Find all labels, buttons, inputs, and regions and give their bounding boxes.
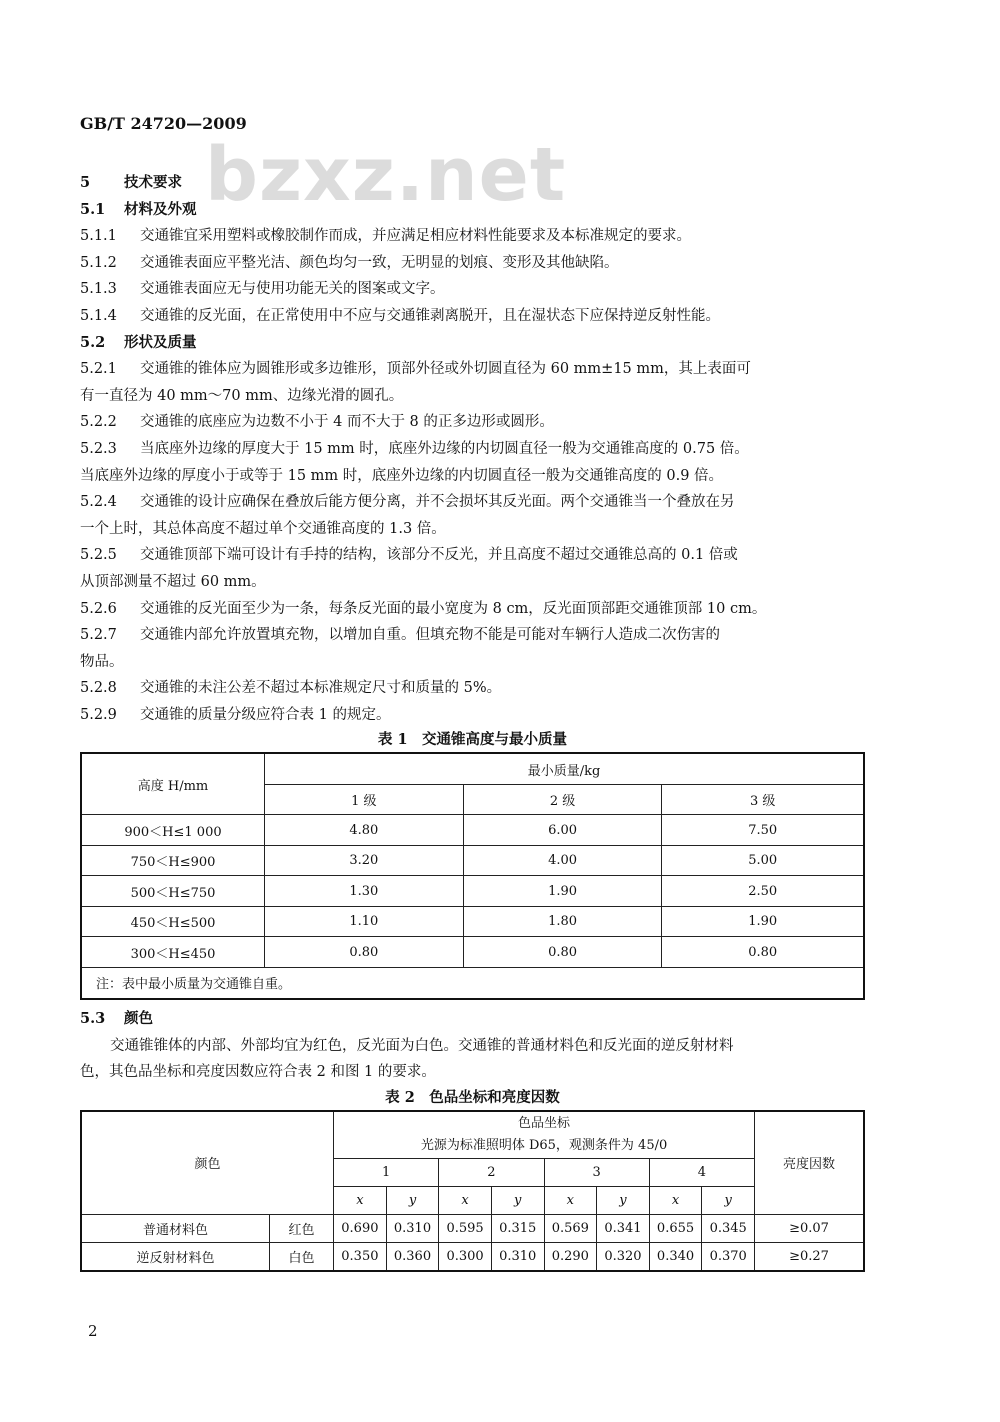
- header-grade-2: 2 级: [463, 784, 662, 815]
- table-row: [81, 906, 864, 937]
- coord-cell: 0.320: [597, 1242, 650, 1271]
- table-1-note: 注：表中最小质量为交通锥自重。: [81, 967, 864, 999]
- header-point-4: 4: [649, 1158, 754, 1186]
- header-point-3: 3: [544, 1158, 649, 1186]
- clause-number: 5.2.6: [80, 600, 117, 617]
- clause-5-2-5-cont: 从顶部测量不超过 60 mm。: [80, 573, 266, 590]
- table-1: [80, 752, 865, 1000]
- clause-5-2-7: [80, 622, 865, 649]
- color-cell: 白色: [270, 1242, 334, 1271]
- clause-5-3-text: 交通锥锥体的内部、外部均宜为红色，反光面为白色。交通锥的普通材料色和反光面的逆反射材料: [110, 1037, 734, 1054]
- clause-number: 5.1.1: [80, 228, 117, 245]
- clause-5-2-4-cont: 一个上时，其总体高度不超过单个交通锥高度的 1.3 倍。: [80, 520, 446, 537]
- clause-text: 交通锥宜采用塑料或橡胶制作而成，并应满足相应材料性能要求及本标准规定的要求。: [140, 228, 691, 245]
- mass-cell: 1.80: [463, 906, 662, 937]
- clause-5-2-8: [80, 675, 865, 702]
- section-title: 材料及外观: [124, 200, 197, 218]
- clause-text: 交通锥的反光面，在正常使用中不应与交通锥剥离脱开，且在湿状态下应保持逆反射性能。: [140, 307, 720, 324]
- coord-cell: 0.290: [544, 1242, 597, 1271]
- table-row: [81, 876, 864, 907]
- section-number: 5.1: [80, 200, 106, 218]
- height-cell: 300＜H≤450: [81, 937, 265, 968]
- clause-5-2-1: [80, 356, 865, 383]
- coord-cell: 0.569: [544, 1214, 597, 1242]
- clause-5-1-2: [80, 250, 865, 277]
- page-content: [80, 170, 865, 1272]
- clause-number: 5.2.5: [80, 547, 117, 564]
- coord-cell: 0.310: [386, 1214, 439, 1242]
- section-number: 5.2: [80, 333, 106, 351]
- header-x: x: [439, 1186, 492, 1214]
- clause-5-2-4: [80, 489, 865, 516]
- table-2-caption: 表 2 色品坐标和亮度因数: [385, 1088, 560, 1106]
- clause-text: 交通锥的底座应为边数不小于 4 而不大于 8 的正多边形或圆形。: [140, 414, 554, 431]
- clause-5-1-1: [80, 223, 865, 250]
- header-point-1: 1: [334, 1158, 439, 1186]
- section-5-heading: [80, 170, 865, 197]
- coord-cell: 0.690: [334, 1214, 387, 1242]
- clause-text: 交通锥表面应无与使用功能无关的图案或文字。: [140, 281, 445, 298]
- color-cell: 红色: [270, 1214, 334, 1242]
- clause-number: 5.2.2: [80, 414, 117, 431]
- mass-cell: 1.90: [463, 876, 662, 907]
- coord-cell: 0.655: [649, 1214, 702, 1242]
- header-y: y: [491, 1186, 544, 1214]
- material-cell: 逆反射材料色: [81, 1242, 270, 1271]
- table-row: [81, 937, 864, 968]
- mass-cell: 1.10: [265, 906, 464, 937]
- coord-cell: 0.595: [439, 1214, 492, 1242]
- clause-text: 交通锥的未注公差不超过本标准规定尺寸和质量的 5%。: [140, 680, 502, 697]
- coord-cell: 0.370: [702, 1242, 755, 1271]
- mass-cell: 7.50: [662, 815, 864, 846]
- coord-cell: 0.300: [439, 1242, 492, 1271]
- header-min-mass: 最小质量/kg: [265, 753, 865, 784]
- clause-number: 5.2.4: [80, 494, 117, 511]
- mass-cell: 6.00: [463, 815, 662, 846]
- section-title: 颜色: [124, 1009, 153, 1027]
- table-row: [81, 1214, 864, 1242]
- clause-text: 交通锥内部允许放置填充物，以增加自重。但填充物不能是可能对车辆行人造成二次伤害的: [140, 627, 720, 644]
- height-cell: 500＜H≤750: [81, 876, 265, 907]
- coord-cell: 0.340: [649, 1242, 702, 1271]
- header-color: 颜色: [81, 1111, 334, 1215]
- clause-5-2-6: [80, 596, 865, 623]
- coord-cell: 0.360: [386, 1242, 439, 1271]
- header-luminance: 亮度因数: [755, 1111, 865, 1215]
- header-y: y: [702, 1186, 755, 1214]
- clause-5-2-2: [80, 409, 865, 436]
- clause-5-2-3: [80, 436, 865, 463]
- clause-number: 5.2.3: [80, 440, 117, 457]
- clause-text: 交通锥的锥体应为圆锥形或多边锥形，顶部外径或外切圆直径为 60 mm±15 mm，其上表面可: [140, 361, 751, 378]
- chromaticity-subtitle: 光源为标准照明体 D65，观测条件为 45/0: [420, 1137, 668, 1153]
- mass-cell: 3.20: [265, 845, 464, 876]
- table-row: [81, 815, 864, 846]
- header-y: y: [386, 1186, 439, 1214]
- clause-number: 5.2.7: [80, 627, 117, 644]
- mass-cell: 1.30: [265, 876, 464, 907]
- height-cell: 450＜H≤500: [81, 906, 265, 937]
- clause-5-3-cont: 色，其色品坐标和亮度因数应符合表 2 和图 1 的要求。: [80, 1064, 436, 1081]
- header-grade-3: 3 级: [662, 784, 864, 815]
- mass-cell: 4.80: [265, 815, 464, 846]
- header-x: x: [649, 1186, 702, 1214]
- header-grade-1: 1 级: [265, 784, 464, 815]
- clause-number: 5.2.1: [80, 361, 117, 378]
- section-5-1-heading: [80, 197, 865, 224]
- luminance-cell: ≥0.07: [755, 1214, 865, 1242]
- mass-cell: 0.80: [265, 937, 464, 968]
- standard-number: GB/T 24720—2009: [80, 114, 247, 133]
- page-number: 2: [88, 1322, 98, 1340]
- header-x: x: [334, 1186, 387, 1214]
- header-chromaticity: [334, 1111, 755, 1159]
- coord-cell: 0.350: [334, 1242, 387, 1271]
- section-5-3-heading: [80, 1006, 865, 1033]
- clause-text: 当底座外边缘的厚度大于 15 mm 时，底座外边缘的内切圆直径一般为交通锥高度的 0.75 倍。: [140, 440, 749, 457]
- clause-5-1-3: [80, 276, 865, 303]
- coord-cell: 0.341: [597, 1214, 650, 1242]
- clause-text: 交通锥的质量分级应符合表 1 的规定。: [140, 706, 391, 723]
- mass-cell: 1.90: [662, 906, 864, 937]
- clause-5-2-7-cont: 物品。: [80, 653, 124, 670]
- clause-5-2-9: [80, 702, 865, 729]
- clause-text: 交通锥的设计应确保在叠放后能方便分离，并不会损坏其反光面。两个交通锥当一个叠放在另: [140, 494, 735, 511]
- chromaticity-title: 色品坐标: [518, 1115, 571, 1131]
- mass-cell: 0.80: [662, 937, 864, 968]
- height-cell: 900＜H≤1 000: [81, 815, 265, 846]
- clause-number: 5.1.4: [80, 307, 117, 324]
- clause-5-2-3-cont: 当底座外边缘的厚度小于或等于 15 mm 时，底座外边缘的内切圆直径一般为交通锥高度的 0.9 倍。: [80, 467, 724, 484]
- section-5-2-heading: [80, 330, 865, 357]
- mass-cell: 2.50: [662, 876, 864, 907]
- mass-cell: 5.00: [662, 845, 864, 876]
- table-row: [81, 845, 864, 876]
- clause-number: 5.1.3: [80, 281, 117, 298]
- table-2: [80, 1110, 865, 1272]
- header-x: x: [544, 1186, 597, 1214]
- header-y: y: [597, 1186, 650, 1214]
- header-height: 高度 H/mm: [81, 753, 265, 815]
- coord-cell: 0.345: [702, 1214, 755, 1242]
- clause-number: 5.2.9: [80, 706, 117, 723]
- table-1-caption: 表 1 交通锥高度与最小质量: [377, 731, 568, 749]
- header-point-2: 2: [439, 1158, 544, 1186]
- table-row: [81, 1242, 864, 1271]
- height-cell: 750＜H≤900: [81, 845, 265, 876]
- material-cell: 普通材料色: [81, 1214, 270, 1242]
- mass-cell: 4.00: [463, 845, 662, 876]
- clause-text: 交通锥的反光面至少为一条，每条反光面的最小宽度为 8 cm，反光面顶部距交通锥顶部 10 cm。: [140, 600, 767, 617]
- clause-5-1-4: [80, 303, 865, 330]
- clause-5-2-1-cont: 有一直径为 40 mm～70 mm、边缘光滑的圆孔。: [80, 387, 404, 404]
- section-number: 5.3: [80, 1009, 106, 1027]
- section-number: 5: [80, 174, 91, 191]
- mass-cell: 0.80: [463, 937, 662, 968]
- clause-number: 5.2.8: [80, 680, 117, 697]
- section-title: 形状及质量: [124, 333, 197, 351]
- clause-number: 5.1.2: [80, 254, 117, 271]
- clause-text: 交通锥表面应平整光洁、颜色均匀一致，无明显的划痕、变形及其他缺陷。: [140, 254, 619, 271]
- coord-cell: 0.310: [491, 1242, 544, 1271]
- clause-5-2-5: [80, 542, 865, 569]
- coord-cell: 0.315: [491, 1214, 544, 1242]
- watermark: bzxz.net: [205, 132, 567, 218]
- clause-text: 交通锥顶部下端可设计有手持的结构，该部分不反光，并且高度不超过交通锥总高的 0.1 倍或: [140, 547, 738, 564]
- luminance-cell: ≥0.27: [755, 1242, 865, 1271]
- section-title: 技术要求: [124, 174, 182, 191]
